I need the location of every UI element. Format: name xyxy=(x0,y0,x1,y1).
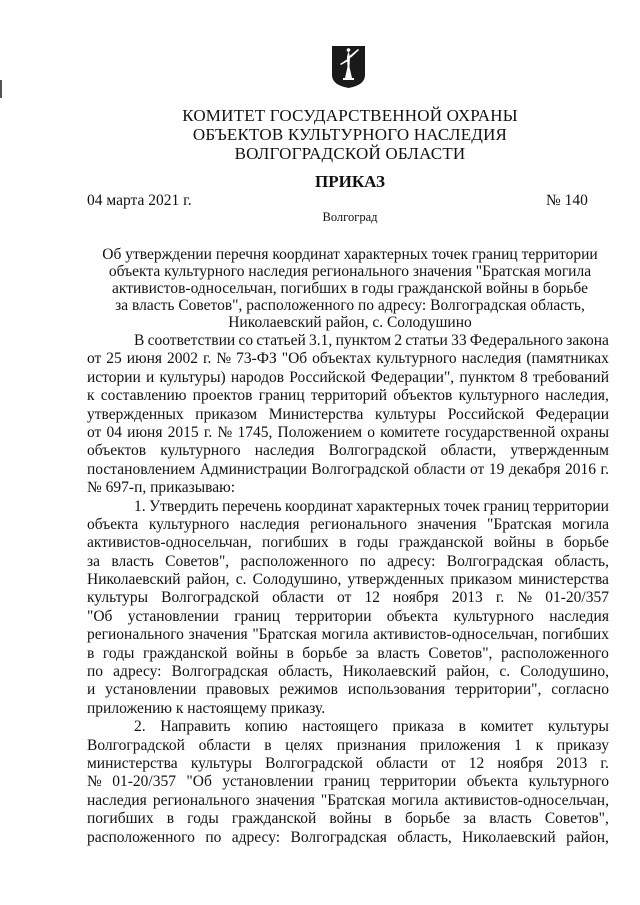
body-line: активистов-односельчан, погибших в годы гражданской войны в борьбе xyxy=(87,534,609,552)
order-city: Волгоград xyxy=(322,210,378,224)
body-line: в годы гражданской войны в борьбе за власть Советов", расположенного xyxy=(87,644,609,662)
body-line: В соответствии со статьей 3.1, пунктом 2 статьи 33 Федерального закона xyxy=(134,332,609,349)
subject-line: активистов-односельчан, погибших в годы гражданской войны в борьбе xyxy=(112,280,588,297)
order-body xyxy=(87,332,609,847)
body-line: объектов культурного наследия Волгоградской области, утвержденным xyxy=(87,442,609,460)
document-type: ПРИКАЗ xyxy=(315,172,385,191)
subject-line: объекта культурного наследия регионального значения "Братская могила xyxy=(108,263,592,280)
order-number: № 140 xyxy=(546,192,588,209)
body-line: утвержденных приказом Министерства культуры Российской Федерации xyxy=(87,405,609,423)
body-line: № 01-20/357 "Об установлении границ территории объекта культурного xyxy=(87,773,609,791)
order-subject xyxy=(0,246,640,331)
body-line: Николаевский район, с. Солодушино, утвержденных приказом министерства xyxy=(87,571,609,589)
body-line: 1. Утвердить перечень координат характерных точек границ территории xyxy=(134,497,609,515)
organization-name xyxy=(0,106,640,163)
body-line: культуры Волгоградской области от 12 ноября 2013 г. № 01-20/357 xyxy=(87,589,609,607)
org-line: ОБЪЕКТОВ КУЛЬТУРНОГО НАСЛЕДИЯ xyxy=(192,125,508,144)
body-line: наследия регионального значения "Братская могила активистов-односельчан, xyxy=(87,791,609,809)
body-line: министерства культуры Волгоградской области от 12 ноября 2013 г. xyxy=(87,754,609,772)
body-line: регионального значения "Братская могила активистов-односельчан, погибших xyxy=(87,626,609,644)
body-line: "Об установлении границ территории объекта культурного наследия xyxy=(87,607,609,625)
body-line: № 697-п, приказываю: xyxy=(87,479,236,497)
volgograd-coat-of-arms-icon xyxy=(331,45,366,89)
body-line: расположенного по адресу: Волгоградская область, Николаевский район, xyxy=(87,828,609,846)
body-line: и установлении правовых режимов использования территории", согласно xyxy=(87,681,609,699)
body-line: постановлением Администрации Волгоградской области от 19 декабря 2016 г. xyxy=(87,460,609,478)
subject-line: Об утверждении перечня координат характерных точек границ территории xyxy=(102,246,598,263)
org-line: ВОЛГОГРАДСКОЙ ОБЛАСТИ xyxy=(234,144,466,163)
subject-line: за власть Советов", расположенного по адресу: Волгоградская область, xyxy=(115,297,585,314)
body-line: погибших в годы гражданской войны в борьбе за власть Советов", xyxy=(87,810,609,828)
order-date: 04 марта 2021 г. xyxy=(87,192,192,209)
body-line: Волгоградской области в целях признания приложения 1 к приказу xyxy=(87,736,609,754)
body-line: за власть Советов", расположенного по адресу: Волгоградская область, xyxy=(87,552,609,570)
scan-edge-mark xyxy=(0,80,2,98)
body-line: приложению к настоящему приказу. xyxy=(87,699,326,717)
body-line: к составлению проектов границ территорий объектов культурного наследия, xyxy=(87,387,609,405)
body-line: по адресу: Волгоградская область, Николаевский район, с. Солодушино, xyxy=(87,663,609,681)
body-line: 2. Направить копию настоящего приказа в комитет культуры xyxy=(134,718,609,736)
body-line: объекта культурного наследия регионального значения "Братская могила xyxy=(87,515,609,533)
subject-line: Николаевский район, с. Солодушино xyxy=(228,314,472,331)
body-line: истории и культуры) народов Российской Федерации", пунктом 8 требований xyxy=(87,368,609,386)
body-line: от 04 июня 2015 г. № 1745, Положением о комитете государственной охраны xyxy=(87,423,609,441)
org-line: КОМИТЕТ ГОСУДАРСТВЕННОЙ ОХРАНЫ xyxy=(182,106,518,125)
body-line: от 25 июня 2002 г. № 73-ФЗ "Об объектах культурного наследия (памятниках xyxy=(87,350,609,368)
